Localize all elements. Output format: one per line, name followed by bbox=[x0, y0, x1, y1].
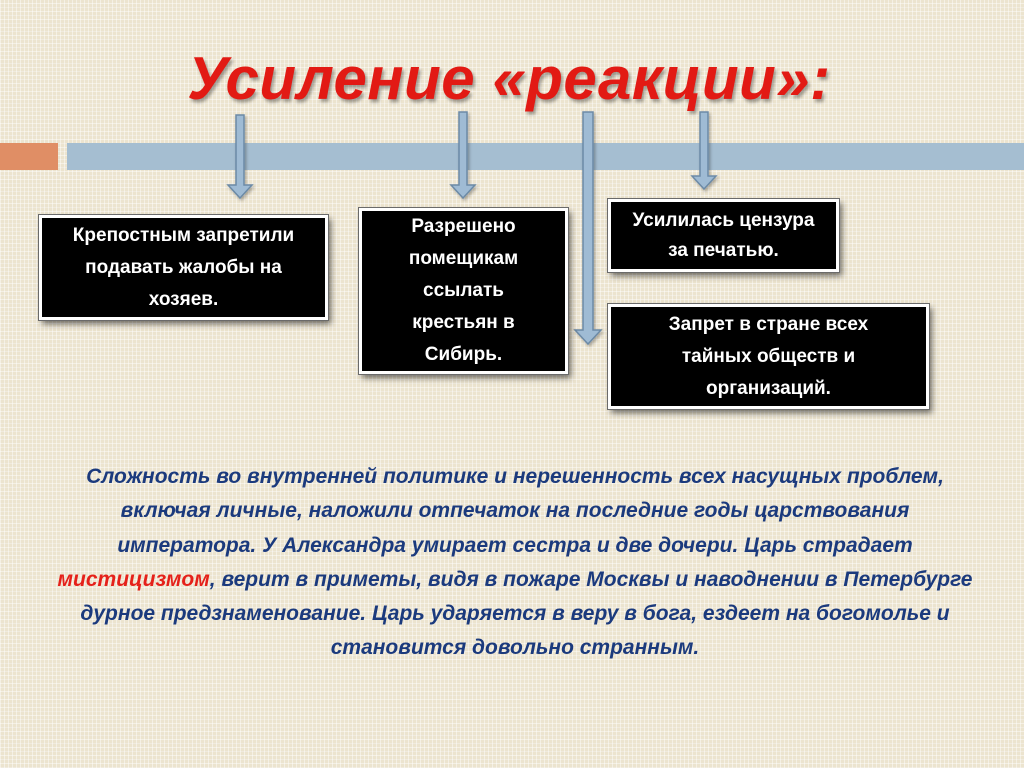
paragraph-text: , верит в приметы, видя в пожаре Москвы и наводнении в Петербурге дурное предзнаменование. Царь ударяется в веру в бога, ездеет на богомолье и становится довольно странным. bbox=[80, 567, 973, 660]
box-exile-siberia bbox=[359, 208, 568, 374]
box-secret-societies-ban bbox=[608, 304, 929, 409]
slide-title: Усиление «реакции»: bbox=[187, 45, 831, 112]
description-paragraph bbox=[55, 460, 975, 666]
box-serf-complaints bbox=[39, 215, 328, 320]
highlight-word: мистицизмом bbox=[57, 567, 210, 591]
box-line: организаций. bbox=[706, 377, 831, 399]
box-line: Крепостным запретили bbox=[72, 224, 295, 246]
box-line: подавать жалобы на bbox=[85, 256, 282, 278]
paragraph-text: Сложность во внутренней политике и нерешенность всех насущных проблем, включая личные, наложили отпечаток на последние годы царствования императора. У Александра умирает сестра и две дочери. Царь страдает bbox=[86, 465, 944, 557]
arrow-down-icon bbox=[451, 112, 475, 198]
box-line: тайных обществ и bbox=[681, 345, 856, 367]
box-line: Сибирь. bbox=[424, 344, 503, 365]
box-line: помещикам bbox=[408, 248, 519, 269]
box-line: крестьян в bbox=[412, 312, 515, 333]
box-line: Разрешено bbox=[411, 216, 516, 237]
box-censorship bbox=[608, 199, 839, 272]
arrow-down-icon bbox=[575, 112, 601, 344]
box-line: за печатью. bbox=[668, 239, 779, 261]
box-line: хозяев. bbox=[148, 288, 219, 310]
box-line: Запрет в стране всех bbox=[668, 313, 869, 335]
box-line: ссылать bbox=[423, 280, 504, 301]
box-line: Усилилась цензура bbox=[632, 209, 815, 231]
arrow-down-icon bbox=[692, 112, 716, 189]
arrow-down-icon bbox=[228, 115, 252, 198]
